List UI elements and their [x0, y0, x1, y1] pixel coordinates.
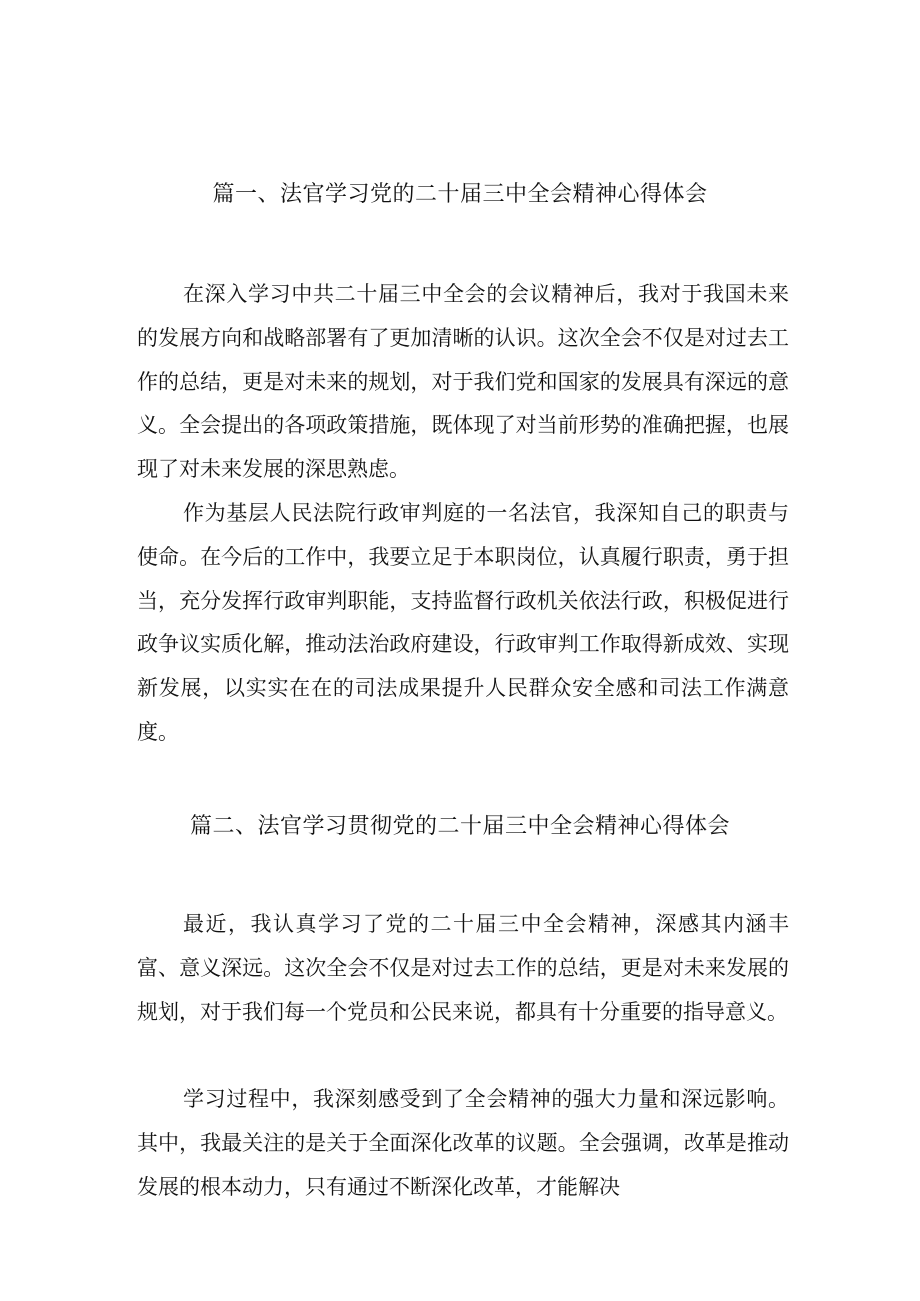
- section-2-paragraph-1: 最近，我认真学习了党的二十届三中全会精神，深感其内涵丰富、意义深远。这次全会不仅是对过去工作的总结，更是对未来发展的规划，对于我们每一个党员和公民来说，都具有十分重要的指导意义。: [137, 912, 789, 1024]
- section-2-title: 篇二、法官学习贯彻党的二十届三中全会精神心得体会: [189, 814, 730, 839]
- section-1-paragraph-1: 在深入学习中共二十届三中全会的会议精神后，我对于我国未来的发展方向和战略部署有了更加清晰的认识。这次全会不仅是对过去工作的总结，更是对未来的规划，对于我们党和国家的发展具有深远的意义。全会提出的各项政策措施，既体现了对当前形势的准确把握，也展现了对未来发展的深思熟虑。: [137, 282, 789, 482]
- section-1-title: 篇一、法官学习党的二十届三中全会精神心得体会: [212, 182, 708, 207]
- section-1-paragraph-2: 作为基层人民法院行政审判庭的一名法官，我深知自己的职责与使命。在今后的工作中，我要立足于本职岗位，认真履行职责，勇于担当，充分发挥行政审判职能，支持监督行政机关依法行政，积极促进行政争议实质化解，推动法治政府建设，行政审判工作取得新成效、实现新发展，以实实在在的司法成果提升人民群众安全感和司法工作满意度。: [137, 501, 789, 744]
- section-2-paragraph-2: 学习过程中，我深刻感受到了全会精神的强大力量和深远影响。其中，我最关注的是关于全面深化改革的议题。全会强调，改革是推动发展的根本动力，只有通过不断深化改革，才能解决: [137, 1087, 789, 1199]
